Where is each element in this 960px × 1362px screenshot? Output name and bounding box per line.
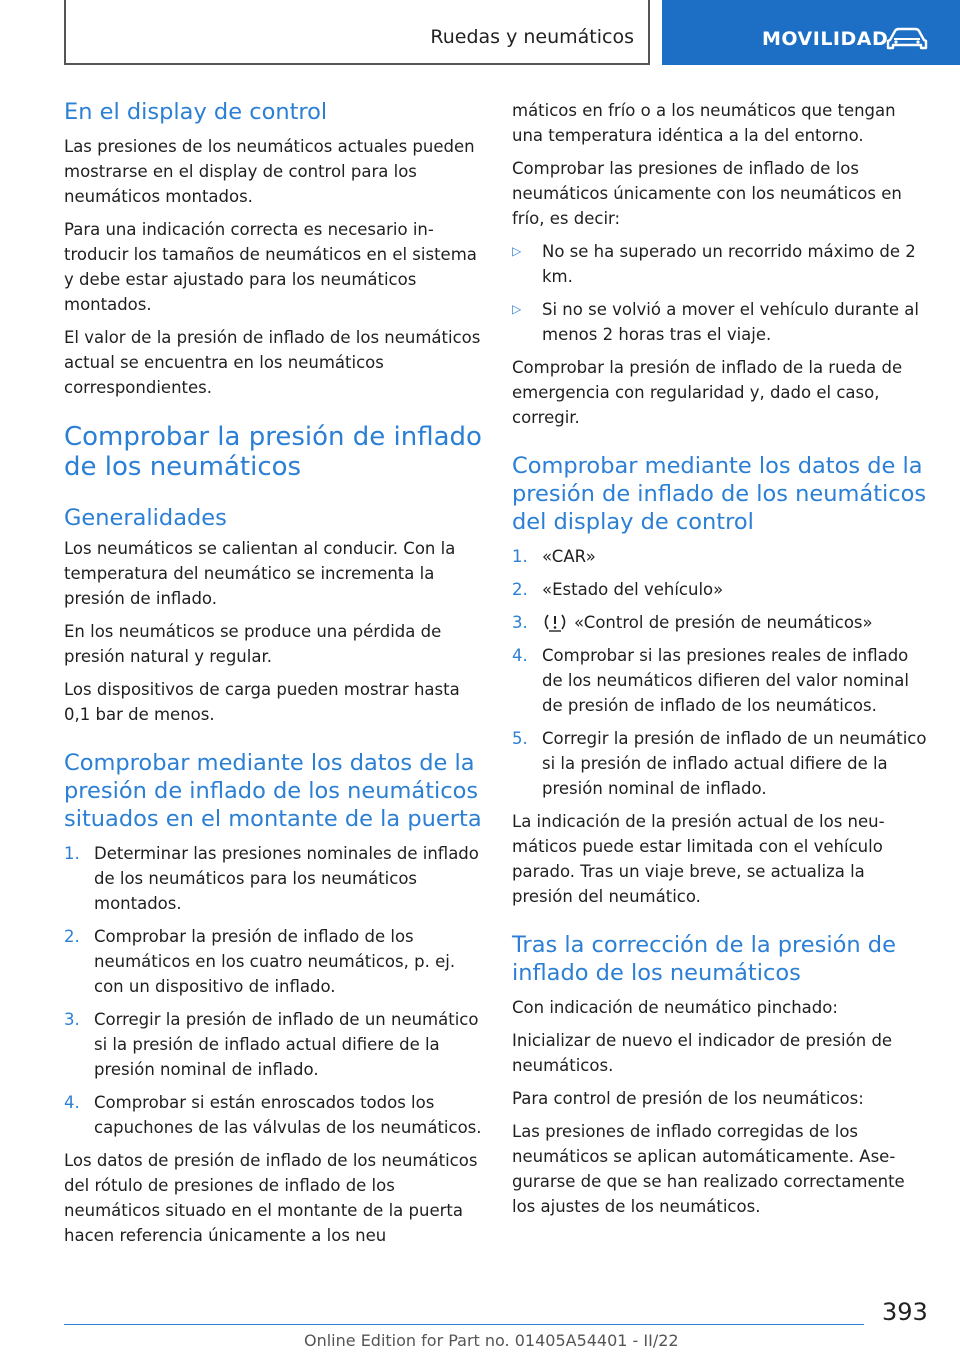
heading-montante-puerta: Comprobar mediante los datos de la presión de inflado de los neumáticos situados en el montante de la puerta	[64, 750, 482, 832]
list-item	[512, 544, 930, 569]
paragraph: Para una indicación correcta es necesario introducir los tamaños de neumáticos en el sistema y debe estar ajustado para los neumáticos montados.	[64, 220, 477, 314]
paragraph: Los datos de presión de inflado de los neumáticos del rótulo de presiones de inflado de los neumáticos situado en el montante de la puerta hacen referencia únicamente a los neu	[64, 1151, 478, 1245]
bullet-text: No se ha superado un recorrido máximo de 2 km.	[542, 242, 916, 286]
paragraph: Con indicación de neumático pinchado:	[512, 998, 838, 1017]
paragraph: La indicación de la presión actual de los neumáticos puede estar limitada con el vehículo parado. Tras un viaje breve, se actualiza la presión del neumático.	[512, 812, 885, 906]
step-number: 4.	[512, 646, 528, 665]
step-text: Corregir la presión de inflado de un neumático si la presión de inflado actual difiere de la presión nominal de inflado.	[94, 1010, 479, 1079]
right-column	[512, 98, 930, 1219]
paragraph: Los dispositivos de carga pueden mostrar hasta 0,1 bar de menos.	[64, 680, 460, 724]
chapter-tab[interactable]	[662, 0, 960, 65]
step-text: «Estado del vehículo»	[542, 580, 724, 599]
steps-list	[64, 841, 482, 1140]
step-number: 3.	[512, 613, 528, 632]
running-header	[64, 0, 650, 65]
list-item	[64, 841, 482, 916]
paragraph: Las presiones de los neumáticos actuales pueden mostrarse en el display de control para los neumáticos montados.	[64, 137, 475, 206]
list-item	[512, 239, 930, 289]
steps-list	[512, 544, 930, 801]
step-number: 3.	[64, 1010, 80, 1029]
heading-generalidades: Generalidades	[64, 505, 227, 531]
page-number: 393	[882, 1298, 928, 1326]
list-item	[512, 610, 930, 635]
list-item	[512, 577, 930, 602]
step-text: «CAR»	[542, 547, 596, 566]
heading-tras-correccion: Tras la corrección de la presión de inflado de los neumáticos	[512, 932, 896, 986]
footer-divider	[64, 1324, 864, 1325]
step-number: 1.	[64, 844, 80, 863]
bullet-list	[512, 239, 930, 347]
paragraph: Comprobar la presión de inflado de la rueda de emergencia con regularidad y, dado el caso, corregir.	[512, 358, 903, 427]
paragraph: El valor de la presión de inflado de los neumáticos actual se encuentra en los neumáticos correspondientes.	[64, 328, 481, 397]
step-number: 1.	[512, 547, 528, 566]
tire-pressure-warning-icon	[542, 612, 568, 632]
paragraph: Los neumáticos se calientan al conducir. Con la temperatura del neumático se incrementa la presión de inflado.	[64, 539, 456, 608]
triangle-bullet-icon: ▷	[512, 244, 522, 258]
paragraph: Comprobar las presiones de inflado de los neumáticos únicamente con los neumáticos en frío, es decir:	[512, 159, 902, 228]
step-number: 2.	[64, 927, 80, 946]
list-item	[512, 643, 930, 718]
list-item	[512, 726, 930, 801]
list-item	[64, 1090, 482, 1140]
triangle-bullet-icon: ▷	[512, 302, 522, 316]
step-number: 4.	[64, 1093, 80, 1112]
list-item	[512, 297, 930, 347]
step-text: Comprobar si las presiones reales de inflado de los neumáticos difieren del valor nominal de presión de inflado de los neumáticos.	[542, 646, 909, 715]
step-text: «Control de presión de neumáticos»	[574, 613, 873, 632]
paragraph: En los neumáticos se produce una pérdida de presión natural y regular.	[64, 622, 442, 666]
heading-display-control: Comprobar mediante los datos de la presión de inflado de los neumáticos del display de control	[512, 453, 927, 535]
heading-comprobar-presion: Comprobar la presión de inflado de los neumáticos	[64, 422, 482, 482]
bullet-text: Si no se volvió a mover el vehículo durante al menos 2 horas tras el viaje.	[542, 300, 919, 344]
list-item	[64, 924, 482, 999]
left-column	[64, 98, 482, 1248]
chapter-tab-label: MOVILIDAD	[762, 28, 889, 50]
step-text: Corregir la presión de inflado de un neumático si la presión de inflado actual difiere de la presión nominal de inflado.	[542, 729, 927, 798]
step-number: 5.	[512, 729, 528, 748]
list-item	[64, 1007, 482, 1082]
step-text: Comprobar la presión de inflado de los neumáticos en los cuatro neumáticos, p. ej. con un dispositivo de inflado.	[94, 927, 456, 996]
section-title: Ruedas y neumáticos	[430, 26, 634, 48]
edition-note: Online Edition for Part no. 01405A54401 - II/22	[304, 1331, 679, 1350]
step-text: Determinar las presiones nominales de inflado de los neumáticos para los neumáticos montados.	[94, 844, 479, 913]
step-number: 2.	[512, 580, 528, 599]
step-text: Comprobar si están enroscados todos los capuchones de las válvulas de los neumáticos.	[94, 1093, 482, 1137]
paragraph: Para control de presión de los neumáticos:	[512, 1089, 864, 1108]
car-icon	[886, 26, 928, 52]
paragraph: Inicializar de nuevo el indicador de presión de neumáticos.	[512, 1031, 893, 1075]
paragraph: Las presiones de inflado corregidas de los neumáticos se aplican automáticamente. Asegurarse de que se han realizado correctamente los ajustes de los neumáticos.	[512, 1122, 905, 1216]
paragraph: máticos en frío o a los neumáticos que tengan una temperatura idéntica a la del entorno.	[512, 101, 896, 145]
heading-en-el-display: En el display de control	[64, 99, 328, 125]
